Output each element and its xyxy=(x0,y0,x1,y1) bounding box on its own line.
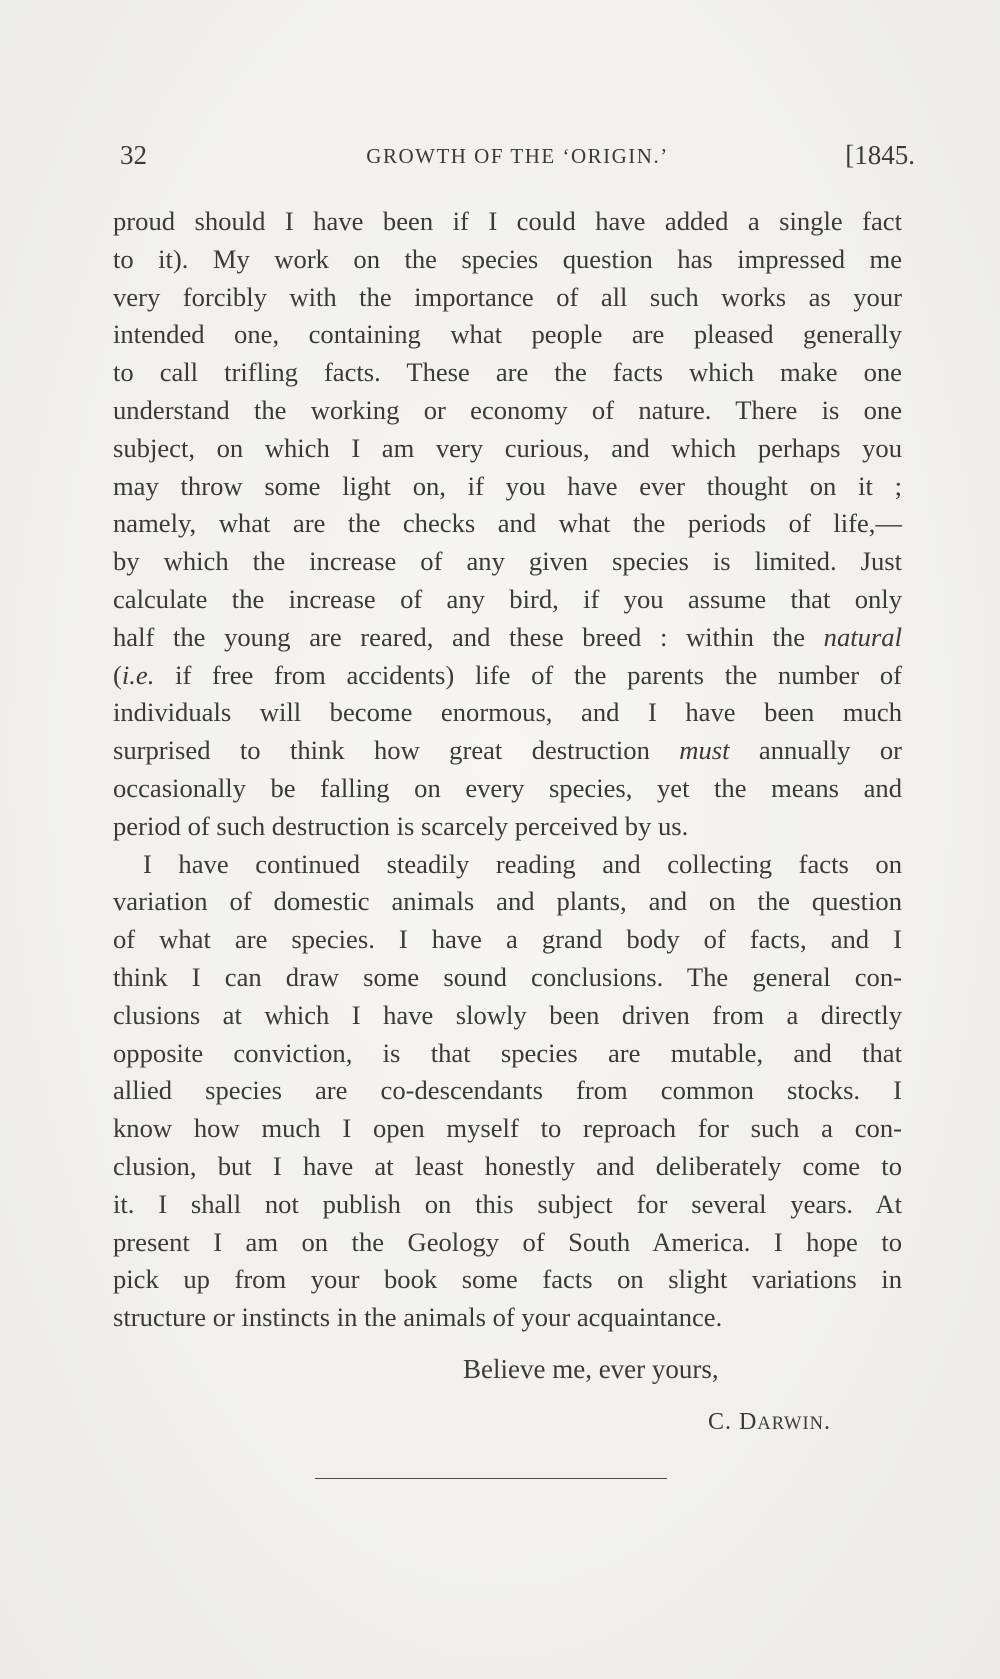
text-segment: annually or xyxy=(758,735,903,766)
text-segment: half the young are reared, and these breed : within the xyxy=(113,621,806,652)
text-line: individuals will become enormous, and I have been much xyxy=(113,697,902,728)
text-line: structure or instincts in the animals of your acquaintance. xyxy=(113,1302,723,1333)
text-segment: surprised to think how great destruction xyxy=(113,735,650,766)
text-line xyxy=(113,732,902,770)
running-head xyxy=(120,140,915,180)
text-line: occasionally be falling on every species, yet the means and xyxy=(113,772,902,803)
text-line: calculate the increase of any bird, if you assume that only xyxy=(113,583,902,614)
signature xyxy=(708,1409,831,1436)
text-line: by which the increase of any given species is limited. Just xyxy=(113,546,902,577)
text-line: very forcibly with the importance of all such works as your xyxy=(113,281,902,312)
text-segment: if free from accidents) life of the parents the number of xyxy=(154,659,902,690)
signature-initial: C. D xyxy=(708,1409,758,1435)
year-mark: [1845. xyxy=(845,140,915,170)
text-line: I have continued steadily reading and collecting facts on xyxy=(143,848,902,879)
text-line: think I can draw some sound conclusions. The general con- xyxy=(113,961,902,992)
text-line xyxy=(113,619,902,657)
page-number: 32 xyxy=(120,140,147,170)
text-line: of what are species. I have a grand body of facts, and I xyxy=(113,924,902,955)
text-line: intended one, containing what people are pleased generally xyxy=(113,319,902,350)
text-line: pick up from your book some facts on slight variations in xyxy=(113,1264,902,1295)
text-line: know how much I open myself to reproach for such a con- xyxy=(113,1113,902,1144)
section-divider-rule xyxy=(315,1478,667,1479)
text-line xyxy=(113,657,902,695)
text-line: present I am on the Geology of South America. I hope to xyxy=(113,1226,902,1257)
signature-surname: ARWIN xyxy=(757,1414,825,1434)
text-line: proud should I have been if I could have added a single fact xyxy=(113,206,902,236)
text-line: namely, what are the checks and what the periods of life,— xyxy=(113,508,902,539)
text-line: period of such destruction is scarcely perceived by us. xyxy=(113,810,689,841)
text-line: clusions at which I have slowly been driven from a directly xyxy=(113,999,902,1030)
text-line: to it). My work on the species question has impressed me xyxy=(113,243,902,274)
signature-end: . xyxy=(824,1409,832,1435)
text-line: to call trifling facts. These are the facts which make one xyxy=(113,357,902,388)
text-line: subject, on which I am very curious, and which perhaps you xyxy=(113,432,902,463)
italic-word: i.e. xyxy=(121,659,155,690)
letter-body xyxy=(113,203,902,1337)
text-line: may throw some light on, if you have ever thought on it ; xyxy=(113,470,902,501)
text-line: it. I shall not publish on this subject for several years. At xyxy=(113,1188,902,1219)
text-line: variation of domestic animals and plants, and on the question xyxy=(113,886,902,917)
chapter-title: GROWTH OF THE ‘ORIGIN.’ xyxy=(366,144,669,168)
text-line: opposite conviction, is that species are mutable, and that xyxy=(113,1037,902,1068)
closing-salutation: Believe me, ever yours, xyxy=(463,1354,719,1384)
text-line: understand the working or economy of nature. There is one xyxy=(113,394,902,425)
italic-word: natural xyxy=(823,621,902,652)
italic-word: must xyxy=(679,735,730,766)
text-segment: ( xyxy=(113,659,122,690)
text-line: allied species are co-descendants from common stocks. I xyxy=(113,1075,902,1106)
text-line: clusion, but I have at least honestly and deliberately come to xyxy=(113,1150,902,1181)
